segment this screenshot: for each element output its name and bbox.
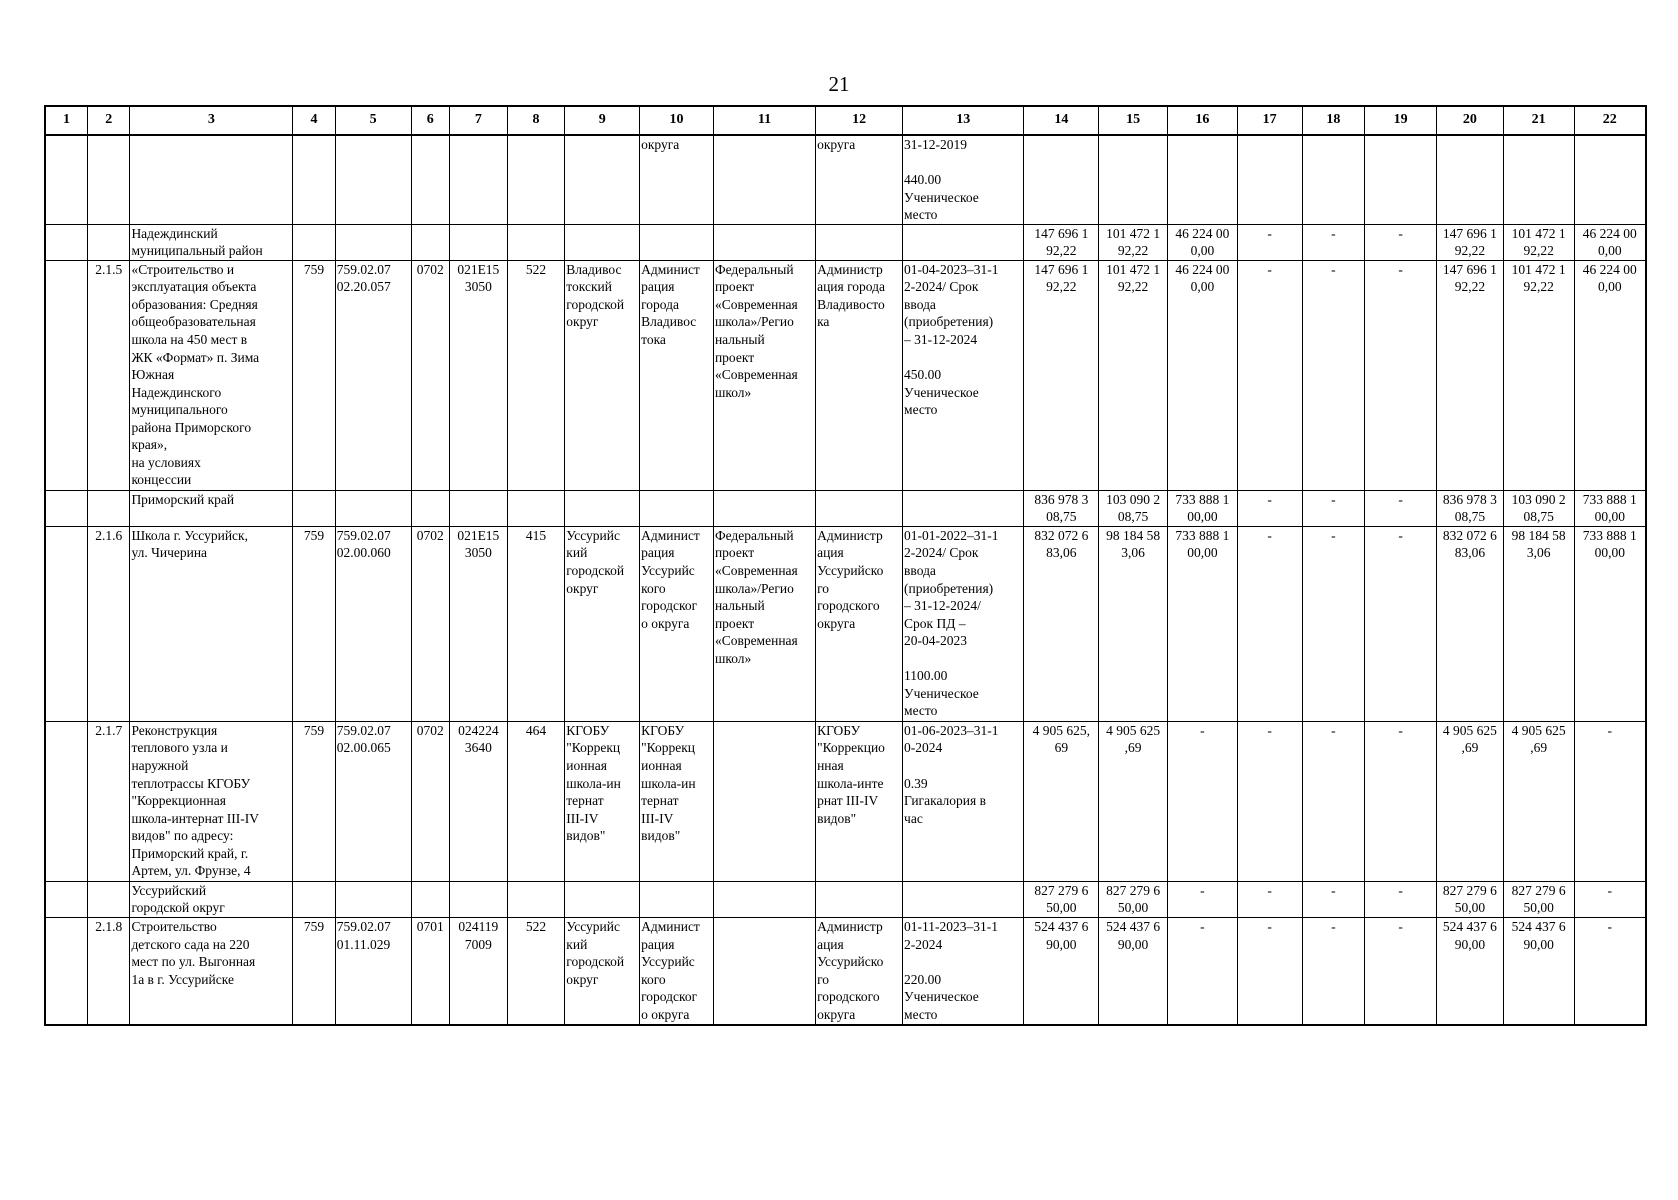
cell-col-9 [565, 224, 640, 260]
cell-col-3: Приморский край [130, 490, 293, 526]
cell-col-22: - [1574, 918, 1646, 1025]
cell-col-3: Надеждинский муниципальный район [130, 224, 293, 260]
cell-col-17: - [1237, 224, 1302, 260]
table-row [45, 721, 1646, 881]
column-header-1: 1 [45, 106, 87, 135]
cell-col-10: КГОБУ "Коррекц ионная школа-ин тернат III-IV видов" [640, 721, 714, 881]
cell-col-15: 101 472 1 92,22 [1099, 260, 1168, 490]
column-header-16: 16 [1168, 106, 1238, 135]
cell-col-7 [450, 881, 508, 917]
cell-col-11: Федеральный проект «Современная школа»/Регио нальный проект «Современная школ» [713, 260, 815, 490]
cell-col-20: 836 978 3 08,75 [1437, 490, 1504, 526]
cell-col-1 [45, 224, 87, 260]
cell-col-16: 46 224 00 0,00 [1168, 224, 1238, 260]
cell-col-14: 147 696 1 92,22 [1024, 224, 1099, 260]
cell-col-17: - [1237, 881, 1302, 917]
cell-col-6 [411, 490, 449, 526]
cell-col-16: 733 888 1 00,00 [1168, 490, 1238, 526]
continuation-row [45, 135, 1646, 224]
cell-col-12 [816, 490, 903, 526]
cell-col-17 [1237, 135, 1302, 224]
cell-col-2 [87, 224, 129, 260]
cell-col-4: 759 [293, 918, 335, 1025]
cell-col-7: 021E15 3050 [450, 526, 508, 721]
cell-col-9 [565, 881, 640, 917]
cell-col-12 [816, 881, 903, 917]
cell-col-5 [335, 135, 411, 224]
cell-col-1 [45, 918, 87, 1025]
group-total-row [45, 224, 1646, 260]
cell-col-20: 147 696 1 92,22 [1437, 224, 1504, 260]
cell-col-19: - [1365, 881, 1437, 917]
column-header-19: 19 [1365, 106, 1437, 135]
column-header-11: 11 [713, 106, 815, 135]
table-row [45, 918, 1646, 1025]
cell-col-2 [87, 881, 129, 917]
cell-col-8 [507, 490, 565, 526]
cell-col-15: 827 279 6 50,00 [1099, 881, 1168, 917]
cell-col-10 [640, 881, 714, 917]
cell-col-5: 759.02.07 01.11.029 [335, 918, 411, 1025]
cell-col-5: 759.02.07 02.00.060 [335, 526, 411, 721]
cell-col-2 [87, 490, 129, 526]
cell-col-2: 2.1.6 [87, 526, 129, 721]
group-total-row [45, 881, 1646, 917]
cell-col-14: 832 072 6 83,06 [1024, 526, 1099, 721]
cell-col-22: 733 888 1 00,00 [1574, 490, 1646, 526]
cell-col-8: 464 [507, 721, 565, 881]
cell-col-11 [713, 490, 815, 526]
cell-col-5 [335, 490, 411, 526]
cell-col-3: Уссурийский городской округ [130, 881, 293, 917]
cell-col-19: - [1365, 526, 1437, 721]
cell-col-17: - [1237, 721, 1302, 881]
cell-col-20: 832 072 6 83,06 [1437, 526, 1504, 721]
cell-col-17: - [1237, 260, 1302, 490]
cell-col-1 [45, 881, 87, 917]
page-number: 21 [828, 72, 850, 96]
cell-col-11 [713, 135, 815, 224]
table-row [45, 260, 1646, 490]
column-header-10: 10 [640, 106, 714, 135]
cell-col-13: 01-06-2023–31-1 0-2024 0.39 Гигакалория в час [903, 721, 1024, 881]
cell-col-13 [903, 224, 1024, 260]
cell-col-9: КГОБУ "Коррекц ионная школа-ин тернат III-IV видов" [565, 721, 640, 881]
cell-col-14: 4 905 625, 69 [1024, 721, 1099, 881]
cell-col-15: 101 472 1 92,22 [1099, 224, 1168, 260]
cell-col-1 [45, 526, 87, 721]
cell-col-5: 759.02.07 02.20.057 [335, 260, 411, 490]
column-header-4: 4 [293, 106, 335, 135]
cell-col-8: 415 [507, 526, 565, 721]
cell-col-19: - [1365, 721, 1437, 881]
cell-col-4: 759 [293, 526, 335, 721]
cell-col-20: 147 696 1 92,22 [1437, 260, 1504, 490]
cell-col-18: - [1302, 526, 1365, 721]
column-header-5: 5 [335, 106, 411, 135]
group-total-row [45, 490, 1646, 526]
cell-col-1 [45, 721, 87, 881]
cell-col-1 [45, 260, 87, 490]
cell-col-12: КГОБУ "Коррекцио нная школа-инте рнат III-IV видов" [816, 721, 903, 881]
cell-col-19 [1365, 135, 1437, 224]
cell-col-3 [130, 135, 293, 224]
cell-col-7: 021E15 3050 [450, 260, 508, 490]
cell-col-13: 01-01-2022–31-1 2-2024/ Срок ввода (приобретения) – 31-12-2024/ Срок ПД – 20-04-2023 1100.00 Ученическое место [903, 526, 1024, 721]
cell-col-13 [903, 881, 1024, 917]
cell-col-6 [411, 881, 449, 917]
cell-col-9: Уссурийс кий городской округ [565, 918, 640, 1025]
header-row [45, 106, 1646, 135]
cell-col-7: 024224 3640 [450, 721, 508, 881]
cell-col-10: Админист рация Уссурийс кого городског о округа [640, 918, 714, 1025]
cell-col-6: 0702 [411, 721, 449, 881]
cell-col-12 [816, 224, 903, 260]
cell-col-8: 522 [507, 260, 565, 490]
column-header-17: 17 [1237, 106, 1302, 135]
cell-col-4 [293, 224, 335, 260]
cell-col-3: Реконструкция теплового узла и наружной теплотрассы КГОБУ "Коррекционная школа-интернат III-IV видов" по адресу: Приморский край, г. Артем, ул. Фрунзе, 4 [130, 721, 293, 881]
cell-col-6 [411, 135, 449, 224]
cell-col-21: 98 184 58 3,06 [1503, 526, 1574, 721]
cell-col-2: 2.1.5 [87, 260, 129, 490]
cell-col-22: 46 224 00 0,00 [1574, 224, 1646, 260]
cell-col-8 [507, 881, 565, 917]
cell-col-17: - [1237, 918, 1302, 1025]
cell-col-18: - [1302, 918, 1365, 1025]
cell-col-21: 827 279 6 50,00 [1503, 881, 1574, 917]
cell-col-22: 46 224 00 0,00 [1574, 260, 1646, 490]
cell-col-13: 01-11-2023–31-1 2-2024 220.00 Ученическое место [903, 918, 1024, 1025]
cell-col-20: 4 905 625 ,69 [1437, 721, 1504, 881]
cell-col-1 [45, 135, 87, 224]
cell-col-18: - [1302, 721, 1365, 881]
column-header-8: 8 [507, 106, 565, 135]
cell-col-8 [507, 135, 565, 224]
cell-col-21: 4 905 625 ,69 [1503, 721, 1574, 881]
cell-col-21: 101 472 1 92,22 [1503, 224, 1574, 260]
cell-col-16 [1168, 135, 1238, 224]
cell-col-5 [335, 881, 411, 917]
cell-col-8: 522 [507, 918, 565, 1025]
cell-col-19: - [1365, 224, 1437, 260]
cell-col-9: Владивос токский городской округ [565, 260, 640, 490]
cell-col-9 [565, 135, 640, 224]
cell-col-21: 524 437 6 90,00 [1503, 918, 1574, 1025]
cell-col-20: 524 437 6 90,00 [1437, 918, 1504, 1025]
cell-col-15: 4 905 625 ,69 [1099, 721, 1168, 881]
cell-col-4 [293, 135, 335, 224]
cell-col-21 [1503, 135, 1574, 224]
cell-col-16: 733 888 1 00,00 [1168, 526, 1238, 721]
cell-col-5 [335, 224, 411, 260]
cell-col-10 [640, 224, 714, 260]
cell-col-19: - [1365, 260, 1437, 490]
cell-col-11: Федеральный проект «Современная школа»/Регио нальный проект «Современная школ» [713, 526, 815, 721]
cell-col-13: 01-04-2023–31-1 2-2024/ Срок ввода (приобретения) – 31-12-2024 450.00 Ученическое место [903, 260, 1024, 490]
cell-col-3: Строительство детского сада на 220 мест по ул. Выгонная 1а в г. Уссурийске [130, 918, 293, 1025]
cell-col-2: 2.1.8 [87, 918, 129, 1025]
cell-col-11 [713, 721, 815, 881]
table-body [45, 135, 1646, 1025]
cell-col-15 [1099, 135, 1168, 224]
cell-col-4: 759 [293, 260, 335, 490]
cell-col-18: - [1302, 490, 1365, 526]
cell-col-11 [713, 918, 815, 1025]
cell-col-7: 024119 7009 [450, 918, 508, 1025]
cell-col-18: - [1302, 881, 1365, 917]
cell-col-8 [507, 224, 565, 260]
cell-col-12: Администр ация Уссурийско го городского округа [816, 526, 903, 721]
column-header-18: 18 [1302, 106, 1365, 135]
cell-col-19: - [1365, 490, 1437, 526]
cell-col-17: - [1237, 490, 1302, 526]
column-header-12: 12 [816, 106, 903, 135]
cell-col-4: 759 [293, 721, 335, 881]
table-row [45, 526, 1646, 721]
cell-col-4 [293, 490, 335, 526]
cell-col-1 [45, 490, 87, 526]
cell-col-9: Уссурийс кий городской округ [565, 526, 640, 721]
cell-col-10: Админист рация города Владивос тока [640, 260, 714, 490]
cell-col-12: Администр ация города Владивосто ка [816, 260, 903, 490]
column-header-14: 14 [1024, 106, 1099, 135]
cell-col-16: 46 224 00 0,00 [1168, 260, 1238, 490]
cell-col-22: - [1574, 721, 1646, 881]
cell-col-12: Администр ация Уссурийско го городского округа [816, 918, 903, 1025]
column-header-13: 13 [903, 106, 1024, 135]
cell-col-16: - [1168, 721, 1238, 881]
cell-col-21: 101 472 1 92,22 [1503, 260, 1574, 490]
cell-col-9 [565, 490, 640, 526]
cell-col-10: Админист рация Уссурийс кого городског о округа [640, 526, 714, 721]
column-header-7: 7 [450, 106, 508, 135]
cell-col-6: 0702 [411, 260, 449, 490]
cell-col-2 [87, 135, 129, 224]
column-header-15: 15 [1099, 106, 1168, 135]
cell-col-6: 0702 [411, 526, 449, 721]
cell-col-17: - [1237, 526, 1302, 721]
column-header-21: 21 [1503, 106, 1574, 135]
cell-col-16: - [1168, 918, 1238, 1025]
cell-col-4 [293, 881, 335, 917]
cell-col-6: 0701 [411, 918, 449, 1025]
cell-col-20 [1437, 135, 1504, 224]
cell-col-14 [1024, 135, 1099, 224]
cell-col-22 [1574, 135, 1646, 224]
column-header-3: 3 [130, 106, 293, 135]
cell-col-5: 759.02.07 02.00.065 [335, 721, 411, 881]
cell-col-18: - [1302, 224, 1365, 260]
column-header-20: 20 [1437, 106, 1504, 135]
cell-col-15: 524 437 6 90,00 [1099, 918, 1168, 1025]
cell-col-10: округа [640, 135, 714, 224]
column-header-9: 9 [565, 106, 640, 135]
cell-col-11 [713, 224, 815, 260]
cell-col-14: 836 978 3 08,75 [1024, 490, 1099, 526]
cell-col-22: 733 888 1 00,00 [1574, 526, 1646, 721]
column-header-2: 2 [87, 106, 129, 135]
cell-col-16: - [1168, 881, 1238, 917]
cell-col-22: - [1574, 881, 1646, 917]
column-header-6: 6 [411, 106, 449, 135]
cell-col-19: - [1365, 918, 1437, 1025]
cell-col-13: 31-12-2019 440.00 Ученическое место [903, 135, 1024, 224]
cell-col-7 [450, 135, 508, 224]
cell-col-14: 524 437 6 90,00 [1024, 918, 1099, 1025]
investment-table [44, 105, 1647, 1026]
cell-col-18: - [1302, 260, 1365, 490]
cell-col-12: округа [816, 135, 903, 224]
cell-col-18 [1302, 135, 1365, 224]
cell-col-3: «Строительство и эксплуатация объекта образования: Средняя общеобразовательная школа на 450 мест в ЖК «Формат» п. Зима Южная Надеждинского муниципального района Приморского края», на условиях концессии [130, 260, 293, 490]
cell-col-14: 147 696 1 92,22 [1024, 260, 1099, 490]
cell-col-20: 827 279 6 50,00 [1437, 881, 1504, 917]
column-header-22: 22 [1574, 106, 1646, 135]
cell-col-21: 103 090 2 08,75 [1503, 490, 1574, 526]
cell-col-15: 103 090 2 08,75 [1099, 490, 1168, 526]
cell-col-7 [450, 490, 508, 526]
cell-col-6 [411, 224, 449, 260]
cell-col-2: 2.1.7 [87, 721, 129, 881]
cell-col-3: Школа г. Уссурийск, ул. Чичерина [130, 526, 293, 721]
cell-col-10 [640, 490, 714, 526]
cell-col-11 [713, 881, 815, 917]
cell-col-7 [450, 224, 508, 260]
cell-col-15: 98 184 58 3,06 [1099, 526, 1168, 721]
cell-col-14: 827 279 6 50,00 [1024, 881, 1099, 917]
cell-col-13 [903, 490, 1024, 526]
